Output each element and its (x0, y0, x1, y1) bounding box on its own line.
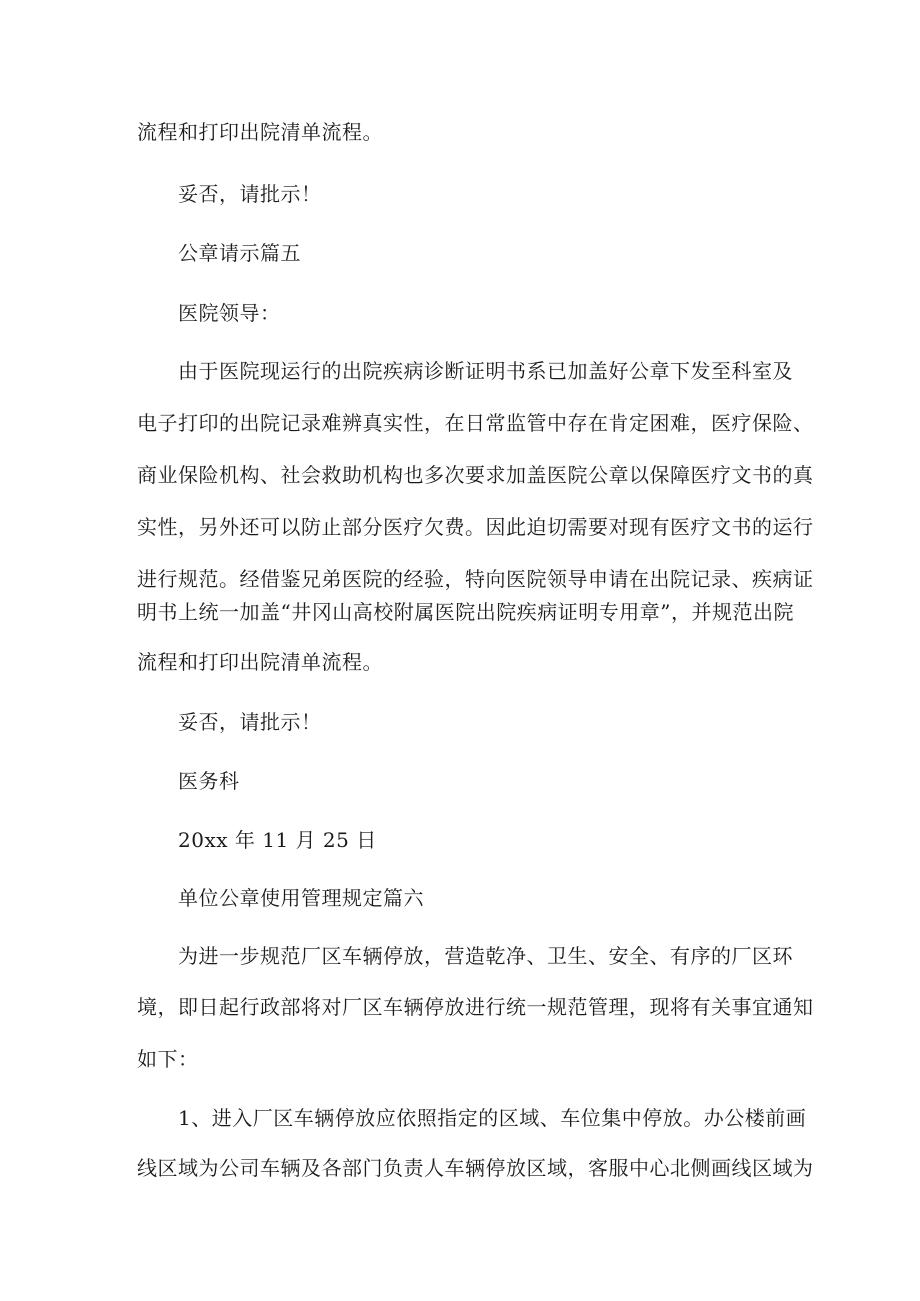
body-paragraph-line: 电子打印的出院记录难辨真实性，在日常监管中存在肯定困难，医疗保险、 (137, 411, 814, 435)
closing-request-approval: 妥否，请批示！ (178, 710, 322, 734)
paragraph-continued-line: 流程和打印出院清单流程。 (137, 120, 383, 144)
section-title-5: 公章请示篇五 (178, 241, 301, 265)
section-title-6: 单位公章使用管理规定篇六 (178, 886, 424, 910)
notice-paragraph-line: 为进一步规范厂区车辆停放，营造乾净、卫生、安全、有序的厂区环 (178, 944, 793, 968)
closing-request-approval: 妥否，请批示！ (178, 182, 322, 206)
body-paragraph-line: 实性，另外还可以防止部分医疗欠费。因此迫切需要对现有医疗文书的运行 (137, 515, 814, 539)
body-paragraph-line: 流程和打印出院清单流程。 (137, 650, 383, 674)
notice-paragraph-line: 境，即日起行政部将对厂区车辆停放进行统一规范管理，现将有关事宜通知 (137, 995, 814, 1019)
body-paragraph-line: 由于医院现运行的出院疾病诊断证明书系已加盖好公章下发至科室及 (178, 359, 793, 383)
signature-date: 20xx 年 11 月 25 日 (178, 828, 377, 852)
body-paragraph-line: 进行规范。经借鉴兄弟医院的经验，特向医院领导申请在出院记录、疾病证 (137, 567, 814, 591)
body-paragraph-line: 明书上统一加盖“井冈山高校附属医院出院疾病证明专用章”，并规范出院 (137, 600, 794, 624)
item-paragraph-line: 1、进入厂区车辆停放应依照指定的区域、车位集中停放。办公楼前画 (178, 1106, 807, 1130)
body-paragraph-line: 商业保险机构、社会救助机构也多次要求加盖医院公章以保障医疗文书的真 (137, 463, 814, 487)
salutation: 医院领导： (178, 301, 281, 325)
item-paragraph-line: 线区域为公司车辆及各部门负责人车辆停放区域，客服中心北侧画线区域为 (137, 1156, 814, 1180)
notice-paragraph-line: 如下： (137, 1047, 199, 1071)
signature-department: 医务科 (178, 769, 240, 793)
